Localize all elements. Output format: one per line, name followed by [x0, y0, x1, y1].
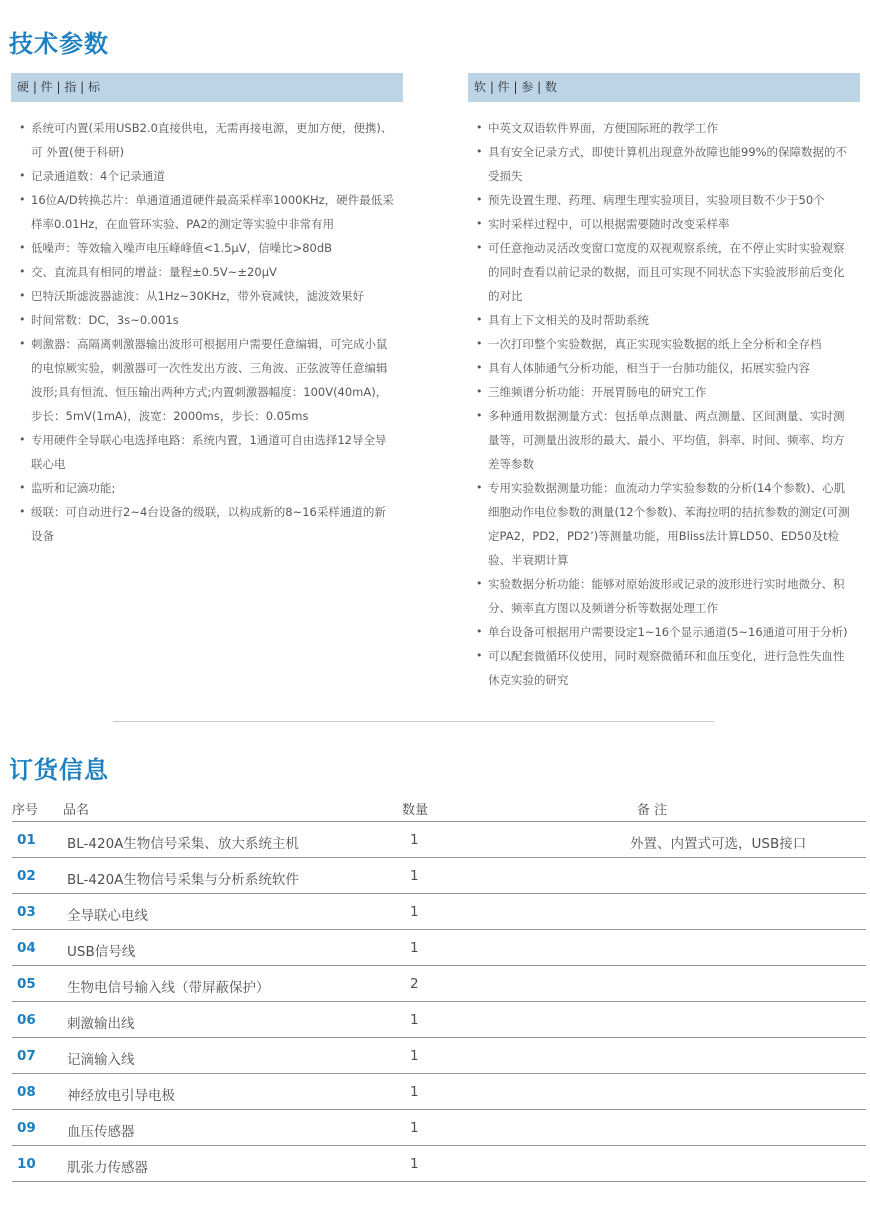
row-qty: 1: [410, 1156, 419, 1172]
row-name: 记滴输入线: [67, 1052, 135, 1068]
row-name: USB信号线: [67, 944, 136, 960]
row-seq: 06: [17, 1012, 36, 1028]
list-item: • 单台设备可根据用户需要设定1~16个显示通道(5~16通道可用于分析): [476, 620, 852, 644]
row-name: 全导联心电线: [67, 908, 148, 924]
list-item: • 巴特沃斯滤波器滤波：从1Hz~30KHz，带外衰减快，滤波效果好: [19, 284, 395, 308]
row-note: 外置、内置式可选，USB接口: [630, 836, 807, 852]
list-item: • 可任意拖动灵活改变窗口宽度的双视观察系统，在不停止实时实验观察的同时查看以前记录的数据，而且可实现不同状态下实验波形前后变化的对比: [476, 236, 852, 308]
list-item: • 专用实验数据测量功能：血流动力学实验参数的分析(14个参数)、心肌细胞动作电位参数的测量(12个参数)、苯海拉明的拮抗参数的测定(可测定PA2，PD2，PD2’)等测量功能，用Bliss法计算LD50、ED50及t检验、半衰期计算: [476, 476, 852, 572]
row-qty: 1: [410, 1084, 419, 1100]
hardware-header: 硬 | 件 | 指 | 标: [11, 73, 403, 102]
table-row: [12, 930, 866, 966]
software-list: [468, 116, 860, 692]
row-qty: 1: [410, 940, 419, 956]
table-row: [12, 1110, 866, 1146]
list-item: • 多种通用数据测量方式：包括单点测量、两点测量、区间测量、实时测量等，可测量出波形的最大、最小、平均值，斜率、时间、频率、均方差等参数: [476, 404, 852, 476]
list-item: • 可以配套微循环仪使用，同时观察微循环和血压变化，进行急性失血性休克实验的研究: [476, 644, 852, 692]
row-qty: 1: [410, 1012, 419, 1028]
row-name: 生物电信号输入线（带屏蔽保护）: [67, 980, 270, 996]
row-qty: 1: [410, 1120, 419, 1136]
order-table-header: [12, 795, 866, 822]
row-qty: 1: [410, 832, 419, 848]
table-row: [12, 1146, 866, 1182]
row-seq: 08: [17, 1084, 36, 1100]
list-item: • 三维频谱分析功能：开展胃肠电的研究工作: [476, 380, 852, 404]
row-seq: 05: [17, 976, 36, 992]
list-item: • 具有安全记录方式，即使计算机出现意外故障也能99%的保障数据的不受损失: [476, 140, 852, 188]
order-section-title: 订货信息: [9, 756, 109, 784]
list-item: • 交、直流具有相同的增益：量程±0.5V~±20μV: [19, 260, 395, 284]
row-name: 血压传感器: [67, 1124, 135, 1140]
tech-section-title: 技术参数: [9, 30, 109, 58]
table-row: [12, 1074, 866, 1110]
row-seq: 03: [17, 904, 36, 920]
list-item: • 具有人体肺通气分析功能，相当于一台肺功能仪，拓展实验内容: [476, 356, 852, 380]
column-header-qty: 数量: [402, 803, 429, 818]
row-name: BL-420A生物信号采集、放大系统主机: [67, 836, 299, 852]
row-name: 刺激输出线: [67, 1016, 135, 1032]
hardware-list: [11, 116, 403, 548]
column-header-seq: 序号: [12, 803, 39, 818]
list-item: • 实验数据分析功能：能够对原始波形或记录的波形进行实时地微分、积分、频率直方图以及频谱分析等数据处理工作: [476, 572, 852, 620]
list-item: • 级联：可自动进行2~4台设备的级联，以构成新的8~16采样通道的新设备: [19, 500, 395, 548]
row-qty: 1: [410, 868, 419, 884]
list-item: • 低噪声：等效输入噪声电压峰峰值<1.5μV，信噪比>80dB: [19, 236, 395, 260]
table-row: [12, 894, 866, 930]
list-item: • 16位A/D转换芯片：单通道通道硬件最高采样率1000KHz，硬件最低采样率0.01Hz，在血管环实验、PA2的测定等实验中非常有用: [19, 188, 395, 236]
row-qty: 1: [410, 904, 419, 920]
order-rows: [12, 822, 866, 1182]
list-item: • 时间常数：DC，3s~0.001s: [19, 308, 395, 332]
list-item: • 具有上下文相关的及时帮助系统: [476, 308, 852, 332]
list-item: • 刺激器：高隔离刺激器输出波形可根据用户需要任意编辑，可完成小鼠的电惊厥实验，刺激器可一次性发出方波、三角波、正弦波等任意编辑波形;具有恒流、恒压输出两种方式;内置刺激器幅度：100V(40mA)，步长：5mV(1mA)，波宽：2000ms，步长：0.05ms: [19, 332, 395, 428]
list-item: • 记录通道数：4个记录通道: [19, 164, 395, 188]
table-row: [12, 1038, 866, 1074]
list-item: • 专用硬件全导联心电选择电路：系统内置，1通道可自由选择12导全导联心电: [19, 428, 395, 476]
row-qty: 2: [410, 976, 419, 992]
software-column: [468, 73, 860, 692]
row-seq: 02: [17, 868, 36, 884]
row-seq: 09: [17, 1120, 36, 1136]
row-seq: 10: [17, 1156, 36, 1172]
list-item: • 系统可内置(采用USB2.0直接供电，无需再接电源，更加方便，便携)、可 外置(便于科研): [19, 116, 395, 164]
row-seq: 04: [17, 940, 36, 956]
section-divider: [113, 721, 714, 722]
row-seq: 01: [17, 832, 36, 848]
row-name: 神经放电引导电极: [67, 1088, 175, 1104]
table-row: [12, 822, 866, 858]
order-table: [12, 795, 866, 1182]
hardware-column: [11, 73, 403, 548]
list-item: • 预先设置生理、药理、病理生理实验项目，实验项目数不少于50个: [476, 188, 852, 212]
list-item: • 一次打印整个实验数据，真正实现实验数据的纸上全分析和全存档: [476, 332, 852, 356]
row-name: 肌张力传感器: [67, 1160, 148, 1176]
list-item: • 中英文双语软件界面，方便国际班的教学工作: [476, 116, 852, 140]
row-seq: 07: [17, 1048, 36, 1064]
software-header: 软 | 件 | 参 | 数: [468, 73, 860, 102]
column-header-note: 备 注: [637, 803, 668, 818]
list-item: • 监听和记滴功能;: [19, 476, 395, 500]
table-row: [12, 858, 866, 894]
table-row: [12, 966, 866, 1002]
table-row: [12, 1002, 866, 1038]
row-qty: 1: [410, 1048, 419, 1064]
list-item: • 实时采样过程中，可以根据需要随时改变采样率: [476, 212, 852, 236]
row-name: BL-420A生物信号采集与分析系统软件: [67, 872, 299, 888]
column-header-name: 品名: [63, 803, 90, 818]
